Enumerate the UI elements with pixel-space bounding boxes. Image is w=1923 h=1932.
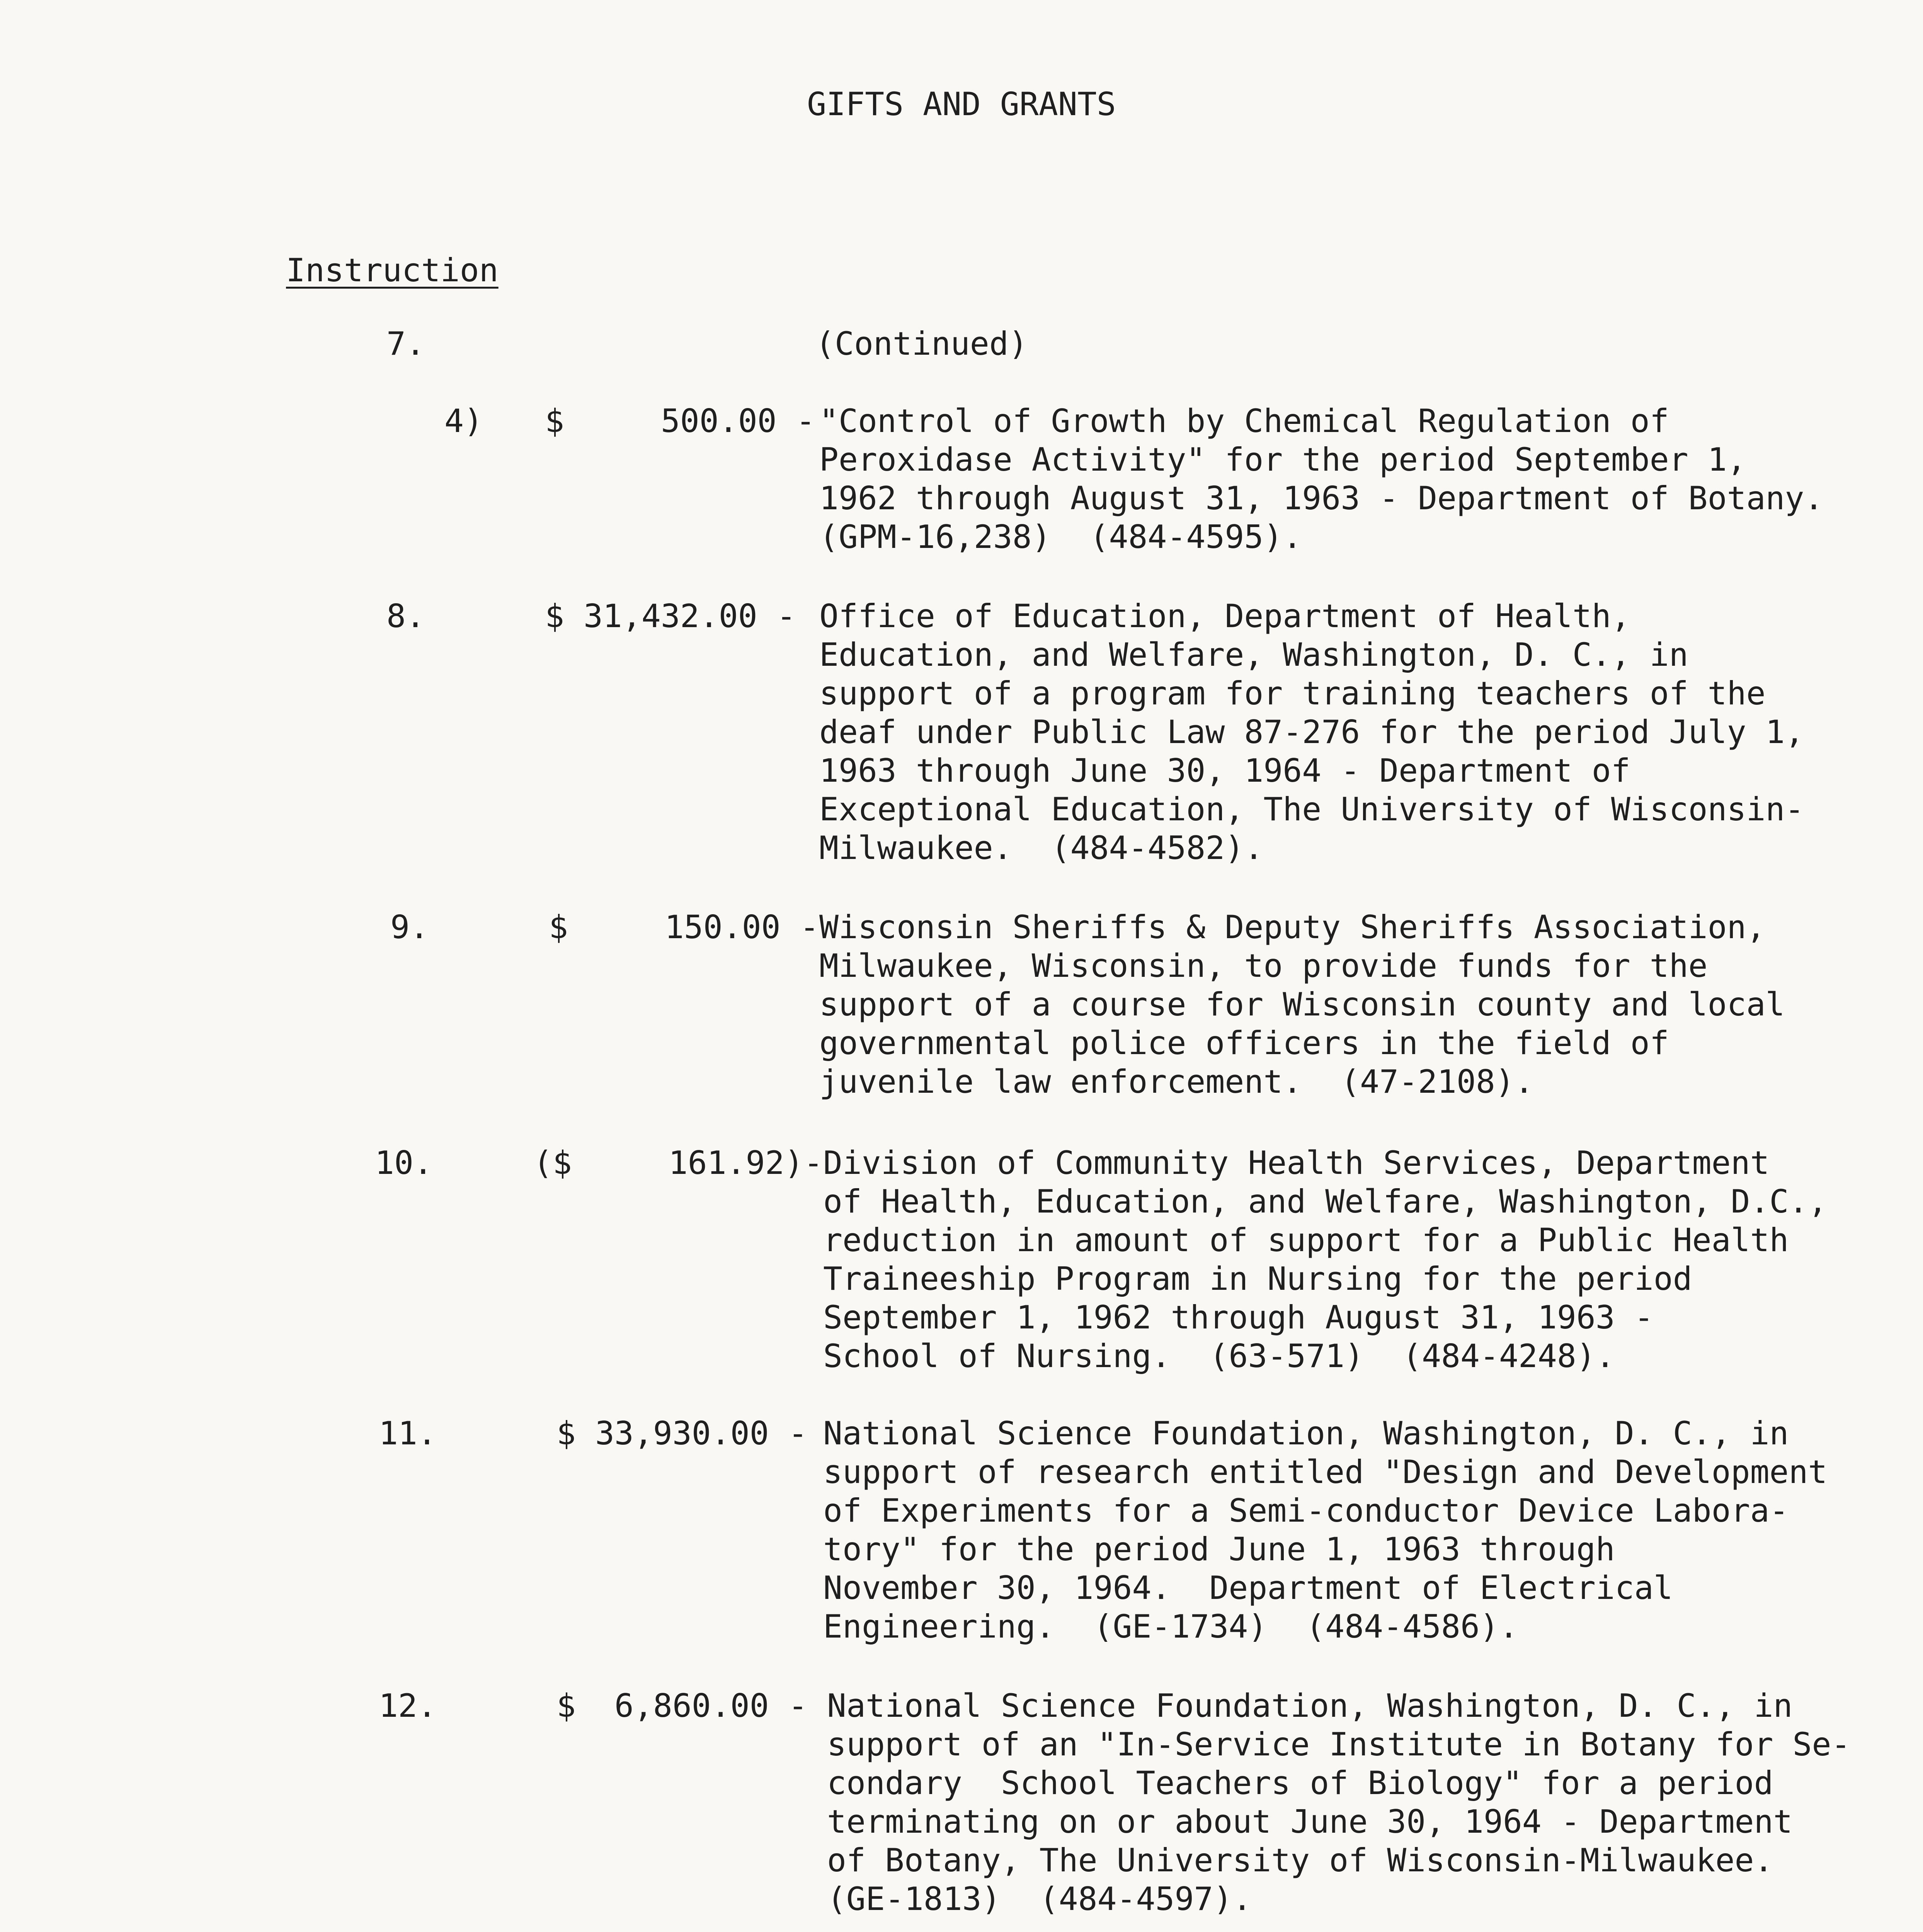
description-line: terminating on or about June 30, 1964 - Department <box>827 1803 1793 1840</box>
description-line: Wisconsin Sheriffs & Deputy Sheriffs Association, <box>819 908 1766 946</box>
description-line: Traineeship Program in Nursing for the period <box>823 1260 1692 1298</box>
description-line: Engineering. (GE-1734) (484-4586). <box>823 1608 1518 1645</box>
description-line: reduction in amount of support for a Public Health <box>823 1221 1789 1259</box>
description-line: support of an "In-Service Institute in Botany for Se- <box>827 1726 1851 1763</box>
entry-number: 9. <box>390 908 429 946</box>
entry-number: 11. <box>379 1415 437 1452</box>
description-line: (GE-1813) (484-4597). <box>827 1880 1252 1918</box>
description-line: Division of Community Health Services, Department <box>823 1144 1770 1182</box>
description-line: support of research entitled "Design and Development <box>823 1453 1828 1491</box>
description-line: of Botany, The University of Wisconsin-Milwaukee. <box>827 1842 1773 1879</box>
description-line: of Health, Education, and Welfare, Washington, D.C., <box>823 1183 1828 1220</box>
entry-amount: ($ 161.92)- <box>533 1144 823 1182</box>
description-line: support of a program for training teachers of the <box>819 675 1766 712</box>
entry-description <box>819 597 1870 867</box>
entry-amount: $ 500.00 - <box>545 402 815 440</box>
description-line: deaf under Public Law 87-276 for the period July 1, <box>819 713 1804 751</box>
description-line: Exceptional Education, The University of Wisconsin- <box>819 791 1804 828</box>
description-line: (GPM-16,238) (484-4595). <box>819 518 1302 556</box>
entry-amount: $ 150.00 - <box>549 908 819 946</box>
description-line: 1963 through June 30, 1964 - Department of <box>819 752 1630 789</box>
entry-description <box>827 1687 1878 1918</box>
entry-number: 8. <box>386 597 425 635</box>
description-line: support of a course for Wisconsin county and local <box>819 986 1785 1023</box>
description-line: condary School Teachers of Biology" for a period <box>827 1764 1773 1802</box>
description-line: National Science Foundation, Washington, D. C., in <box>827 1687 1793 1725</box>
description-line: "Control of Growth by Chemical Regulation of <box>819 402 1669 440</box>
description-line: Milwaukee. (484-4582). <box>819 829 1264 867</box>
item-7-continued-note: (Continued) <box>815 325 1028 362</box>
description-line: of Experiments for a Semi-conductor Device Labora- <box>823 1492 1789 1529</box>
description-line: tory" for the period June 1, 1963 through <box>823 1531 1615 1568</box>
page-title: GIFTS AND GRANTS <box>807 85 1116 123</box>
description-line: Office of Education, Department of Health, <box>819 597 1630 635</box>
entry-number: 10. <box>375 1144 433 1182</box>
entry-amount: $ 31,432.00 - <box>545 597 796 635</box>
entry-number: 4) <box>444 402 483 440</box>
description-line: School of Nursing. (63-571) (484-4248). <box>823 1337 1615 1375</box>
item-7-number: 7. <box>386 325 425 362</box>
description-line: Peroxidase Activity" for the period September 1, <box>819 441 1746 478</box>
description-line: juvenile law enforcement. (47-2108). <box>819 1063 1534 1100</box>
description-line: Education, and Welfare, Washington, D. C., in <box>819 636 1688 673</box>
entry-amount: $ 33,930.00 - <box>556 1415 808 1452</box>
entry-description <box>819 908 1870 1101</box>
section-heading: Instruction <box>286 252 499 289</box>
description-line: National Science Foundation, Washington, D. C., in <box>823 1415 1789 1452</box>
description-line: November 30, 1964. Department of Electrical <box>823 1569 1673 1607</box>
description-line: 1962 through August 31, 1963 - Department of Botany. <box>819 480 1824 517</box>
description-line: Milwaukee, Wisconsin, to provide funds for the <box>819 947 1708 985</box>
description-line: September 1, 1962 through August 31, 1963 - <box>823 1299 1654 1336</box>
entry-amount: $ 6,860.00 - <box>556 1687 808 1725</box>
description-line: governmental police officers in the field of <box>819 1024 1669 1062</box>
entry-description <box>823 1414 1874 1646</box>
entry-description <box>823 1144 1874 1376</box>
entry-description <box>819 402 1870 556</box>
entry-number: 12. <box>379 1687 437 1725</box>
